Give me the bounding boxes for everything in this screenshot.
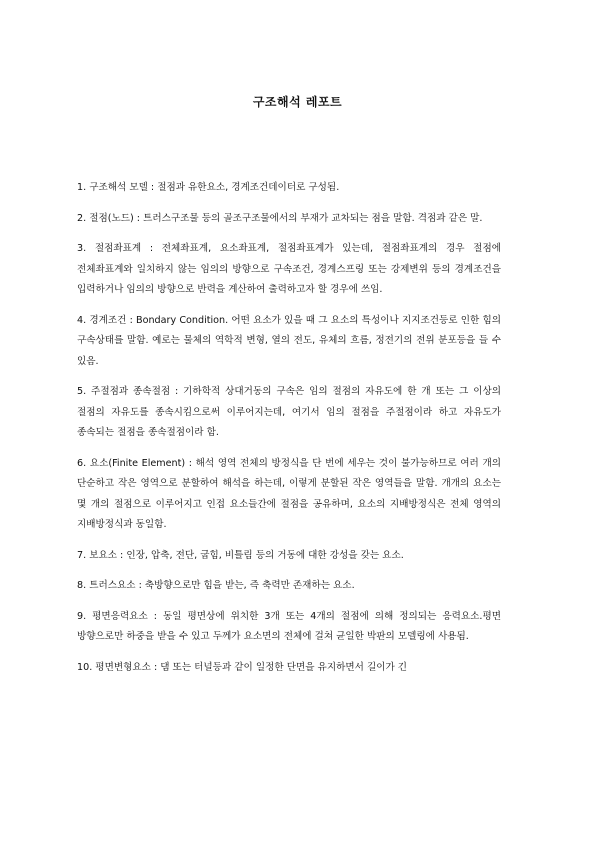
paragraph-6: 6. 요소(Finite Element) : 해석 영역 전체의 방정식을 단 번에 세우는 것이 불가능하므로 여러 개의 단순하고 작은 영역으로 분할하여 해석을 하는데, 이렇게 분할된 작은 영역들을 말함. 개개의 요소는 몇 개의 절점으로 이루어지고 인접 요소들간에 절점을 공유하며, 요소의 지배방정식은 전체 영역의 지배방정식과 동일함. [77,457,501,530]
paragraph-9: 9. 평면응력요소 : 동일 평면상에 위치한 3개 또는 4개의 절점에 의해 정의되는 응력요소.평면 방향으로만 하중을 받을 수 있고 두께가 요소면의 전체에 걸쳐 균일한 박판의 모델링에 사용됨. [77,610,501,642]
document-title: 구조해석 레포트 [252,95,343,109]
paragraph-8: 8. 트러스요소 : 축방향으로만 힘을 받는, 즉 축력만 존재하는 요소. [77,580,355,591]
paragraph-1: 1. 구조해석 모델 : 절점과 유한요소, 경계조건데이터로 구성됨. [77,182,340,193]
paragraph-4: 4. 경계조건 : Bondary Condition. 어떤 요소가 있을 때 그 요소의 특성이나 지지조건등로 인한 힘의 구속상태를 말함. 예로는 물체의 역학적 변형, 열의 전도, 유체의 흐름, 정전기의 전위 분포등을 들 수 있음. [77,314,501,367]
paragraph-7: 7. 보요소 : 인장, 압축, 전단, 굽힘, 비틀림 등의 거동에 대한 강성을 갖는 요소. [77,549,404,561]
paragraph-2: 2. 절점(노드) : 트러스구조물 등의 골조구조물에서의 부재가 교차되는 점을 말함. 격점과 같은 말. [77,212,483,224]
paragraph-10: 10. 평면변형요소 : 댐 또는 터널등과 같이 일정한 단면을 유지하면서 길이가 긴 [77,661,408,673]
paragraph-5: 5. 주절점과 종속절점 : 기하학적 상대거동의 구속은 임의 절점의 자유도에 한 개 또는 그 이상의 절점의 자유도를 종속시킴으로써 이루어지는데, 여기서 임의 절점을 주절점이라 하고 자유도가 종속되는 절점을 종속절점이라 함. [77,386,501,438]
paragraph-3: 3. 절점좌표계 : 전체좌표계, 요소좌표계, 절점좌표계가 있는데, 절점좌표계의 경우 절점에 전체좌표계와 일치하지 않는 임의의 방향으로 구속조건, 경계스프링 또는 강제변위 등의 경계조건을 입력하거나 임의의 방향으로 반력을 계산하여 출력하고자 할 경우에 쓰임. [77,243,501,295]
document-body [77,178,501,688]
